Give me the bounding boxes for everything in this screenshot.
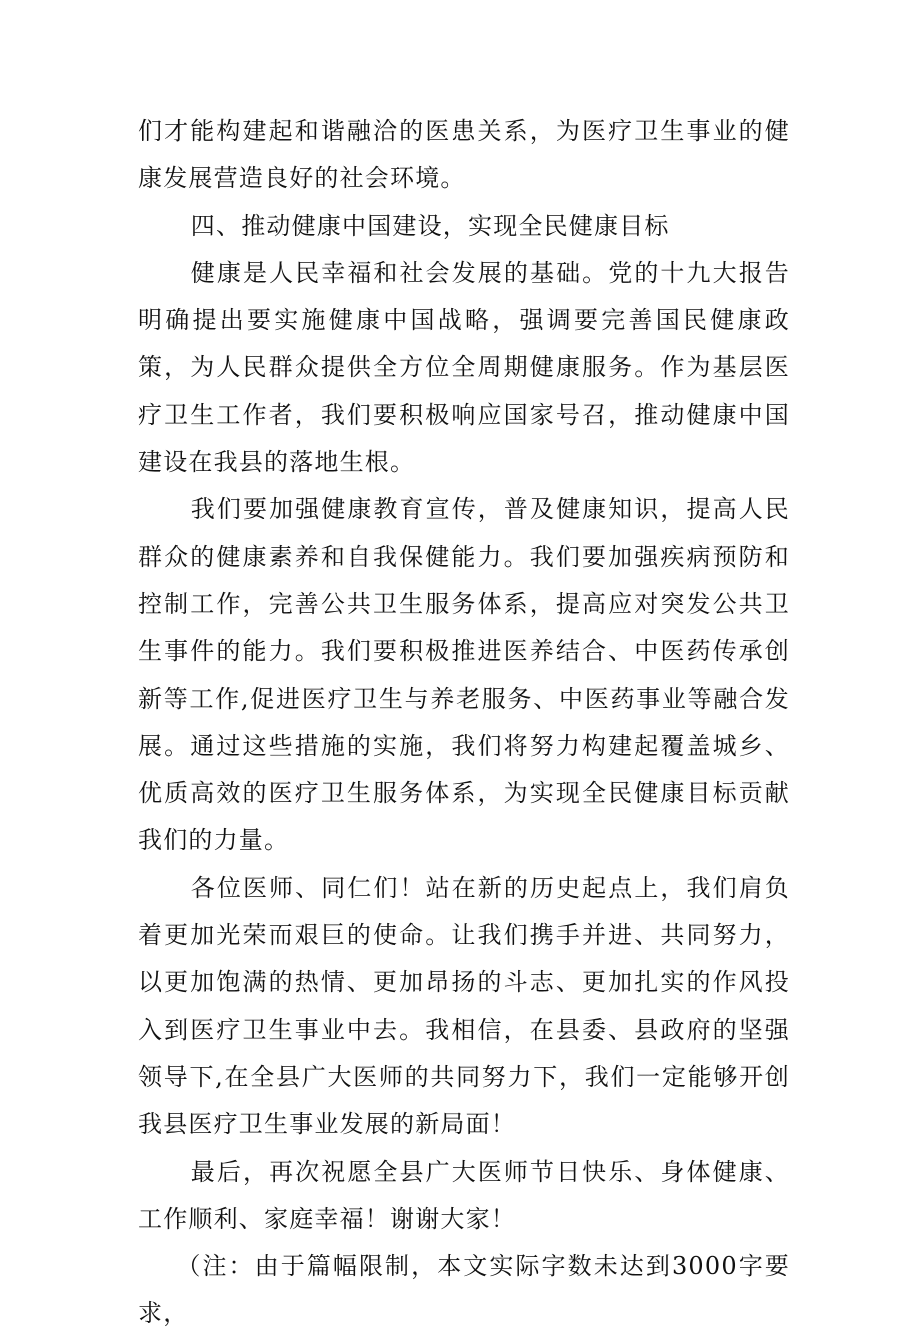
paragraph-continuation: 们才能构建起和谐融洽的医患关系，为医疗卫生事业的健康发展营造良好的社会环境。	[138, 117, 790, 193]
paragraph: 我们要加强健康教育宣传，普及健康知识，提高人民群众的健康素养和自我保健能力。我们要加强疾病预防和控制工作，完善公共卫生服务体系，提高应对突发公共卫生事件的能力。我们要积极推进医养结合、中医药传承创新等工作,促进医疗卫生与养老服务、中医药事业等融合发展。通过这些措施的实施，我们将努力构建起覆盖城乡、优质高效的医疗卫生服务体系，为实现全民健康目标贡献我们的力量。	[138, 495, 790, 855]
paragraph: 最后，再次祝愿全县广大医师节日快乐、身体健康、工作顺利、家庭幸福！谢谢大家！	[138, 1157, 790, 1233]
document-body	[138, 108, 790, 1338]
section-heading: 四、推动健康中国建设，实现全民健康目标	[190, 211, 670, 240]
note-paragraph: （注：由于篇幅限制，本文实际字数未达到3000字要求，	[138, 1252, 790, 1328]
paragraph: 各位医师、同仁们！站在新的历史起点上，我们肩负着更加光荣而艰巨的使命。让我们携手并进、共同努力，以更加饱满的热情、更加昂扬的斗志、更加扎实的作风投入到医疗卫生事业中去。我相信，在县委、县政府的坚强领导下,在全县广大医师的共同努力下，我们一定能够开创我县医疗卫生事业发展的新局面！	[138, 873, 790, 1139]
paragraph: 健康是人民幸福和社会发展的基础。党的十九大报告明确提出要实施健康中国战略，强调要完善国民健康政策，为人民群众提供全方位全周期健康服务。作为基层医疗卫生工作者，我们要积极响应国家号召，推动健康中国建设在我县的落地生根。	[138, 258, 790, 477]
